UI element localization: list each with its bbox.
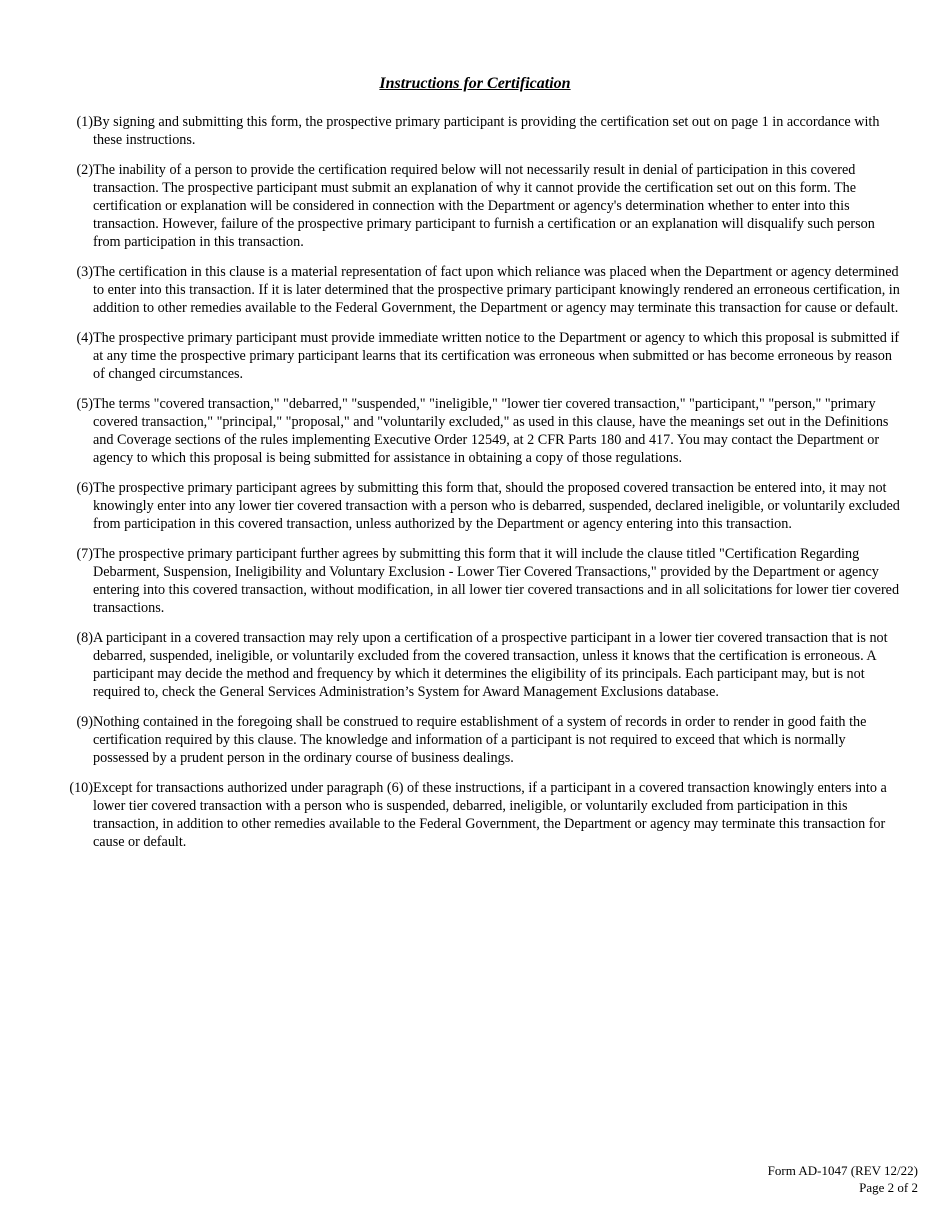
- list-item: [56, 779, 902, 851]
- item-text: By signing and submitting this form, the prospective primary participant is providing the certification set out on page 1 in accordance with these instructions.: [93, 114, 880, 148]
- item-text: The prospective primary participant agrees by submitting this form that, should the proposed covered transaction be entered into, it may not knowingly enter into any lower tier covered transaction with a person who is debarred, suspended, declared ineligible, or voluntarily excluded from participation in this covered transaction, unless authorized by the Department or agency entering into this transaction.: [93, 480, 900, 532]
- list-item: [56, 629, 902, 701]
- item-text: The prospective primary participant further agrees by submitting this form that it will include the clause titled "Certification Regarding Debarment, Suspension, Ineligibility and Voluntary Exclusion - Lower Tier Covered Transactions," provided by the Department or agency entering into this covered transaction, without modification, in all lower tier covered transactions and in all solicitations for lower tier covered transactions.: [93, 546, 900, 616]
- item-number: (3): [76, 264, 93, 280]
- item-number: (4): [76, 330, 93, 346]
- list-item: [56, 263, 902, 317]
- item-number: (9): [76, 714, 93, 730]
- item-text: Except for transactions authorized under paragraph (6) of these instructions, if a participant in a covered transaction knowingly enters into a lower tier covered transaction with a person who is suspended, debarred, ineligible, or voluntarily excluded from participation in this transaction, in addition to other remedies available to the Federal Government, the Department or agency may terminate this transaction for cause or default.: [93, 780, 887, 850]
- list-item: [56, 329, 902, 383]
- list-item: [56, 545, 902, 617]
- list-item: [56, 113, 902, 149]
- item-number: (2): [76, 162, 93, 178]
- item-text: The prospective primary participant must provide immediate written notice to the Department or agency to which this proposal is submitted if at any time the prospective primary participant learns that its certification was erroneous when submitted or has become erroneous by reason of changed circumstances.: [93, 330, 900, 382]
- item-number: (6): [76, 480, 93, 496]
- item-number: (5): [76, 396, 93, 412]
- list-item: [56, 713, 902, 767]
- item-number: (10): [69, 780, 93, 796]
- item-text: The inability of a person to provide the certification required below will not necessarily result in denial of participation in this covered transaction. The prospective participant must submit an explanation of why it cannot provide the certification set out on this form. The certification or explanation will be considered in connection with the Department or agency's determination whether to enter into this transaction. However, failure of the prospective primary participant to furnish a certification or an explanation will disqualify such person from participation in this transaction.: [93, 162, 875, 250]
- page-number: Page 2 of 2: [859, 1180, 918, 1195]
- form-id: Form AD-1047 (REV 12/22): [767, 1163, 918, 1178]
- item-number: (1): [76, 114, 93, 130]
- page-title: Instructions for Certification: [379, 75, 571, 92]
- item-text: The terms "covered transaction," "debarred," "suspended," "ineligible," "lower tier covered transaction," "participant," "person," "primary covered transaction," "principal," "proposal," and "voluntarily excluded," as used in this clause, have the meanings set out in the Definitions and Coverage sections of the rules implementing Executive Order 12549, at 2 CFR Parts 180 and 417. You may contact the Department or agency to which this proposal is being submitted for assistance in obtaining a copy of those regulations.: [93, 396, 889, 466]
- item-number: (8): [76, 630, 93, 646]
- item-text: Nothing contained in the foregoing shall be construed to require establishment of a system of records in order to render in good faith the certification required by this clause. The knowledge and information of a participant is not required to exceed that which is normally possessed by a prudent person in the ordinary course of business dealings.: [93, 714, 867, 766]
- list-item: [56, 161, 902, 251]
- list-item: [56, 395, 902, 467]
- page-footer: [768, 1162, 918, 1196]
- item-number: (7): [76, 546, 93, 562]
- instruction-list: [56, 113, 902, 863]
- list-item: [56, 479, 902, 533]
- item-text: A participant in a covered transaction may rely upon a certification of a prospective participant in a lower tier covered transaction that is not debarred, suspended, ineligible, or voluntarily excluded from the covered transaction, unless it knows that the certification is erroneous. A participant may decide the method and frequency by which it determines the eligibility of its principals. Each participant may, but is not required to, check the General Services Administration’s System for Award Management Exclusions database.: [93, 630, 888, 700]
- item-text: The certification in this clause is a material representation of fact upon which reliance was placed when the Department or agency determined to enter into this transaction. If it is later determined that the prospective primary participant knowingly rendered an erroneous certification, in addition to other remedies available to the Federal Government, the Department or agency may terminate this transaction for cause or default.: [93, 264, 900, 316]
